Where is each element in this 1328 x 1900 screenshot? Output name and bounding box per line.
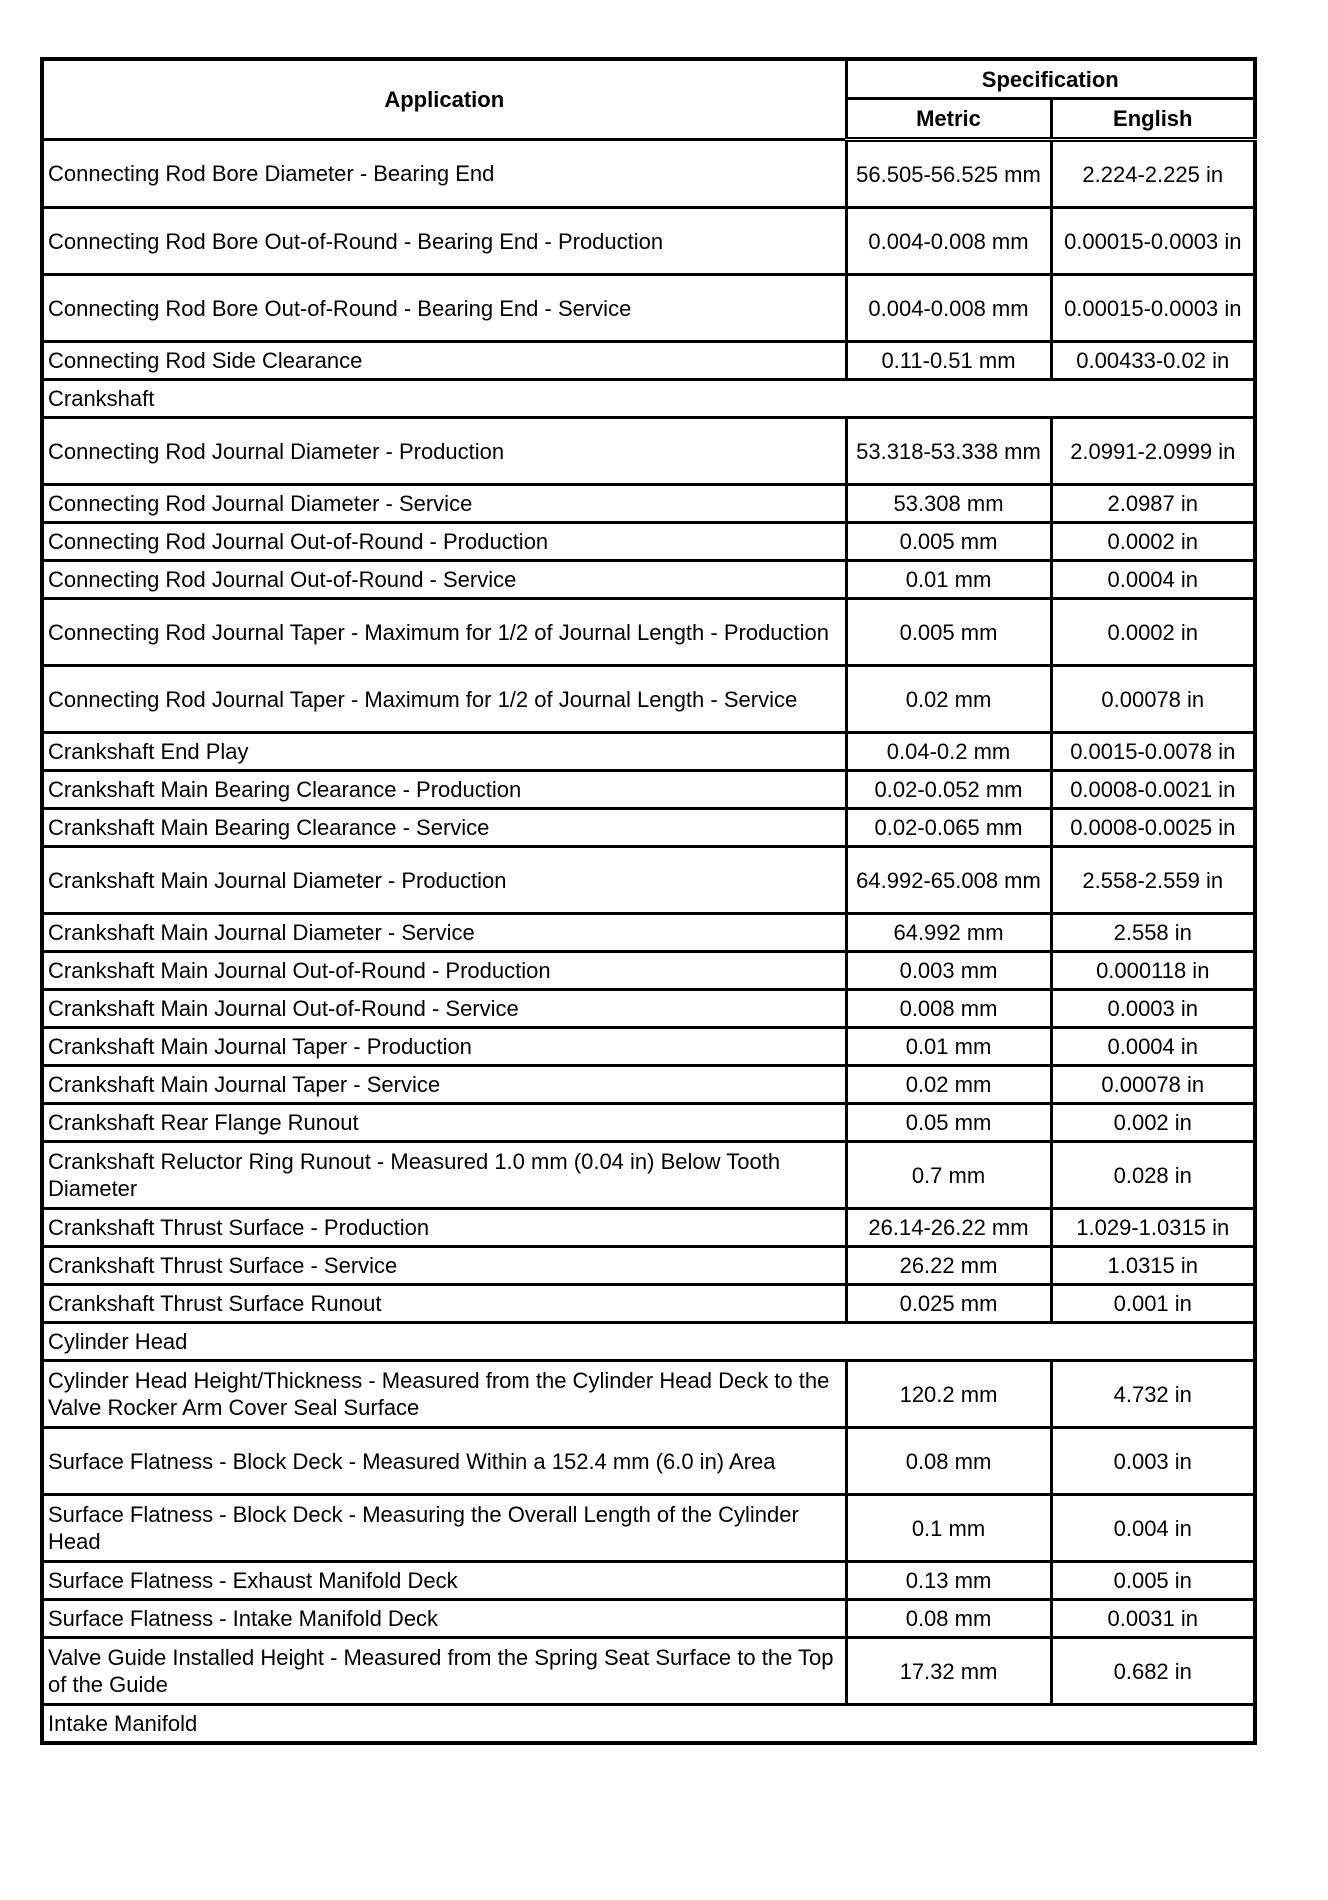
metric-cell: 0.13 mm xyxy=(846,1562,1051,1600)
application-cell: Connecting Rod Journal Out-of-Round - Production xyxy=(42,523,846,561)
application-cell: Crankshaft Main Bearing Clearance - Production xyxy=(42,771,846,809)
table-row xyxy=(42,733,1255,771)
metric-header: Metric xyxy=(846,99,1051,140)
metric-cell: 53.308 mm xyxy=(846,485,1051,523)
english-cell: 0.0015-0.0078 in xyxy=(1051,733,1255,771)
metric-cell: 0.01 mm xyxy=(846,1028,1051,1066)
table-row xyxy=(42,1600,1255,1638)
english-cell: 4.732 in xyxy=(1051,1361,1255,1428)
application-cell: Connecting Rod Bore Out-of-Round - Bearing End - Service xyxy=(42,275,846,342)
section-row xyxy=(42,1323,1255,1361)
table-row xyxy=(42,847,1255,914)
english-cell: 0.004 in xyxy=(1051,1495,1255,1562)
application-cell: Crankshaft Main Journal Out-of-Round - Production xyxy=(42,952,846,990)
application-cell: Crankshaft Main Journal Diameter - Production xyxy=(42,847,846,914)
english-cell: 0.0004 in xyxy=(1051,561,1255,599)
metric-cell: 0.02-0.052 mm xyxy=(846,771,1051,809)
table-row xyxy=(42,275,1255,342)
english-cell: 0.000118 in xyxy=(1051,952,1255,990)
table-row xyxy=(42,1562,1255,1600)
application-cell: Surface Flatness - Block Deck - Measured Within a 152.4 mm (6.0 in) Area xyxy=(42,1428,846,1495)
application-cell: Crankshaft Rear Flange Runout xyxy=(42,1104,846,1142)
english-cell: 0.00078 in xyxy=(1051,1066,1255,1104)
table-row xyxy=(42,809,1255,847)
table-row xyxy=(42,561,1255,599)
application-cell: Surface Flatness - Exhaust Manifold Deck xyxy=(42,1562,846,1600)
english-cell: 0.0008-0.0021 in xyxy=(1051,771,1255,809)
section-row xyxy=(42,1705,1255,1744)
metric-cell: 0.7 mm xyxy=(846,1142,1051,1209)
metric-cell: 0.02-0.065 mm xyxy=(846,809,1051,847)
table-row xyxy=(42,1495,1255,1562)
metric-cell: 64.992 mm xyxy=(846,914,1051,952)
metric-cell: 0.05 mm xyxy=(846,1104,1051,1142)
english-cell: 0.00015-0.0003 in xyxy=(1051,275,1255,342)
table-row xyxy=(42,914,1255,952)
application-cell: Crankshaft Main Journal Taper - Service xyxy=(42,1066,846,1104)
table-row xyxy=(42,208,1255,275)
table-row xyxy=(42,1638,1255,1705)
metric-cell: 0.003 mm xyxy=(846,952,1051,990)
application-cell: Connecting Rod Bore Out-of-Round - Bearing End - Production xyxy=(42,208,846,275)
table-row xyxy=(42,1066,1255,1104)
application-cell: Valve Guide Installed Height - Measured from the Spring Seat Surface to the Top of the Guide xyxy=(42,1638,846,1705)
table-row xyxy=(42,485,1255,523)
metric-cell: 0.02 mm xyxy=(846,1066,1051,1104)
section-row xyxy=(42,380,1255,418)
english-header: English xyxy=(1051,99,1255,140)
application-cell: Crankshaft Thrust Surface - Service xyxy=(42,1247,846,1285)
metric-cell: 0.025 mm xyxy=(846,1285,1051,1323)
english-cell: 0.0002 in xyxy=(1051,523,1255,561)
metric-cell: 0.005 mm xyxy=(846,599,1051,666)
section-label: Intake Manifold xyxy=(42,1705,1255,1744)
table-row xyxy=(42,342,1255,380)
english-cell: 0.003 in xyxy=(1051,1428,1255,1495)
english-cell: 0.001 in xyxy=(1051,1285,1255,1323)
application-cell: Crankshaft Main Journal Taper - Production xyxy=(42,1028,846,1066)
metric-cell: 17.32 mm xyxy=(846,1638,1051,1705)
metric-cell: 0.1 mm xyxy=(846,1495,1051,1562)
table-row xyxy=(42,418,1255,485)
application-cell: Connecting Rod Journal Diameter - Production xyxy=(42,418,846,485)
english-cell: 2.0987 in xyxy=(1051,485,1255,523)
table-body xyxy=(42,140,1255,1744)
table-row xyxy=(42,523,1255,561)
application-cell: Surface Flatness - Block Deck - Measuring the Overall Length of the Cylinder Head xyxy=(42,1495,846,1562)
english-cell: 0.682 in xyxy=(1051,1638,1255,1705)
english-cell: 0.00433-0.02 in xyxy=(1051,342,1255,380)
table-row xyxy=(42,771,1255,809)
application-cell: Connecting Rod Side Clearance xyxy=(42,342,846,380)
english-cell: 2.0991-2.0999 in xyxy=(1051,418,1255,485)
english-cell: 1.0315 in xyxy=(1051,1247,1255,1285)
metric-cell: 0.008 mm xyxy=(846,990,1051,1028)
english-cell: 1.029-1.0315 in xyxy=(1051,1209,1255,1247)
table-row xyxy=(42,666,1255,733)
table-row xyxy=(42,1104,1255,1142)
table-row xyxy=(42,599,1255,666)
section-label: Cylinder Head xyxy=(42,1323,1255,1361)
metric-cell: 0.04-0.2 mm xyxy=(846,733,1051,771)
application-cell: Crankshaft Reluctor Ring Runout - Measured 1.0 mm (0.04 in) Below Tooth Diameter xyxy=(42,1142,846,1209)
metric-cell: 26.22 mm xyxy=(846,1247,1051,1285)
metric-cell: 26.14-26.22 mm xyxy=(846,1209,1051,1247)
application-cell: Crankshaft Main Bearing Clearance - Service xyxy=(42,809,846,847)
metric-cell: 56.505-56.525 mm xyxy=(846,140,1051,208)
application-cell: Connecting Rod Journal Taper - Maximum for 1/2 of Journal Length - Service xyxy=(42,666,846,733)
table-row xyxy=(42,1209,1255,1247)
table-row xyxy=(42,1247,1255,1285)
english-cell: 0.028 in xyxy=(1051,1142,1255,1209)
metric-cell: 0.11-0.51 mm xyxy=(846,342,1051,380)
metric-cell: 0.08 mm xyxy=(846,1428,1051,1495)
english-cell: 0.0002 in xyxy=(1051,599,1255,666)
table-row xyxy=(42,1142,1255,1209)
application-header: Application xyxy=(42,59,846,140)
table-row xyxy=(42,1361,1255,1428)
metric-cell: 64.992-65.008 mm xyxy=(846,847,1051,914)
table-row xyxy=(42,140,1255,208)
metric-cell: 0.02 mm xyxy=(846,666,1051,733)
application-cell: Crankshaft Thrust Surface - Production xyxy=(42,1209,846,1247)
application-cell: Connecting Rod Journal Out-of-Round - Service xyxy=(42,561,846,599)
english-cell: 0.002 in xyxy=(1051,1104,1255,1142)
application-cell: Surface Flatness - Intake Manifold Deck xyxy=(42,1600,846,1638)
table-row xyxy=(42,952,1255,990)
application-cell: Crankshaft End Play xyxy=(42,733,846,771)
metric-cell: 0.004-0.008 mm xyxy=(846,208,1051,275)
section-label: Crankshaft xyxy=(42,380,1255,418)
application-cell: Crankshaft Main Journal Diameter - Service xyxy=(42,914,846,952)
english-cell: 0.00015-0.0003 in xyxy=(1051,208,1255,275)
english-cell: 0.0003 in xyxy=(1051,990,1255,1028)
table-row xyxy=(42,1285,1255,1323)
english-cell: 2.558-2.559 in xyxy=(1051,847,1255,914)
table-row xyxy=(42,1428,1255,1495)
english-cell: 0.0031 in xyxy=(1051,1600,1255,1638)
specification-table xyxy=(40,57,1257,1745)
english-cell: 0.00078 in xyxy=(1051,666,1255,733)
english-cell: 2.224-2.225 in xyxy=(1051,140,1255,208)
english-cell: 2.558 in xyxy=(1051,914,1255,952)
application-cell: Crankshaft Thrust Surface Runout xyxy=(42,1285,846,1323)
metric-cell: 0.004-0.008 mm xyxy=(846,275,1051,342)
table-header xyxy=(42,59,1255,140)
table-row xyxy=(42,1028,1255,1066)
application-cell: Connecting Rod Journal Taper - Maximum for 1/2 of Journal Length - Production xyxy=(42,599,846,666)
application-cell: Crankshaft Main Journal Out-of-Round - Service xyxy=(42,990,846,1028)
application-cell: Connecting Rod Journal Diameter - Service xyxy=(42,485,846,523)
metric-cell: 120.2 mm xyxy=(846,1361,1051,1428)
application-cell: Connecting Rod Bore Diameter - Bearing End xyxy=(42,140,846,208)
metric-cell: 53.318-53.338 mm xyxy=(846,418,1051,485)
metric-cell: 0.005 mm xyxy=(846,523,1051,561)
english-cell: 0.005 in xyxy=(1051,1562,1255,1600)
specification-header: Specification xyxy=(846,59,1255,99)
metric-cell: 0.08 mm xyxy=(846,1600,1051,1638)
application-cell: Cylinder Head Height/Thickness - Measured from the Cylinder Head Deck to the Valve Rocker Arm Cover Seal Surface xyxy=(42,1361,846,1428)
table-row xyxy=(42,990,1255,1028)
english-cell: 0.0008-0.0025 in xyxy=(1051,809,1255,847)
metric-cell: 0.01 mm xyxy=(846,561,1051,599)
english-cell: 0.0004 in xyxy=(1051,1028,1255,1066)
